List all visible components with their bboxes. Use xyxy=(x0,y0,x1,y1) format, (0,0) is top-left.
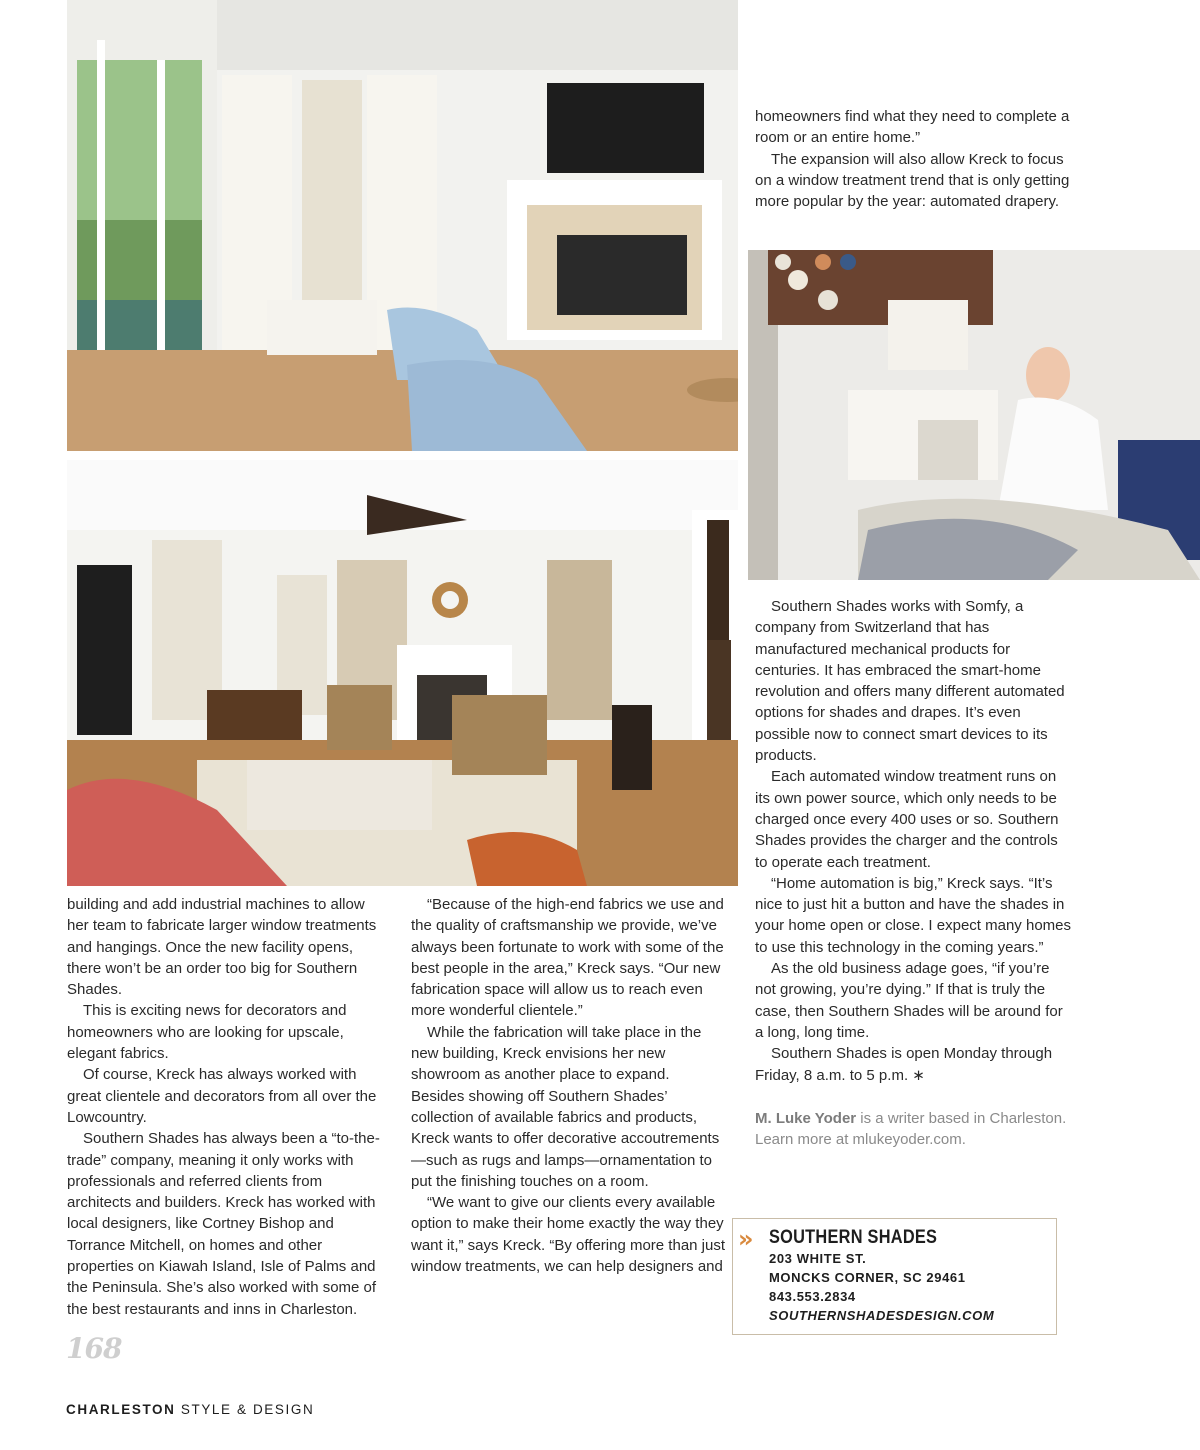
business-street: 203 WHITE ST. xyxy=(769,1251,867,1266)
paragraph: Southern Shades is open Monday through Friday, 8 a.m. to 5 p.m. ∗ xyxy=(755,1045,1053,1084)
business-city: MONCKS CORNER, SC 29461 xyxy=(769,1270,966,1285)
paragraph: This is exciting news for decorators and homeowners who are looking for upscale, elegant fabrics. xyxy=(67,1002,347,1063)
business-phone: 843.553.2834 xyxy=(769,1289,856,1304)
paragraph: Southern Shades works with Somfy, a company from Switzerland that has manufactured mechanical products for centuries. It has embraced the smart-home revolution and offers many different automated options for shades and drapes. It’s even possible now to connect smart devices to its products. xyxy=(755,598,1065,765)
paragraph: The expansion will also allow Kreck to focus on a window treatment trend that is only getting more popular by the year: automated drapery. xyxy=(755,150,1070,211)
page-number: 168 xyxy=(66,1332,122,1365)
photo-sitting-room xyxy=(67,460,738,886)
business-name: SOUTHERN SHADES xyxy=(769,1227,938,1248)
photo-sewing xyxy=(748,250,1200,580)
author-bio: is a writer based in Charleston. Learn more at mlukeyoder.com. xyxy=(755,1109,1067,1149)
right-column-top-text xyxy=(755,106,1075,212)
author-credit xyxy=(755,1108,1071,1151)
magazine-footer xyxy=(66,1402,314,1417)
paragraph: While the fabrication will take place in the new building, Kreck envisions her new showroom as another place to expand. Besides showing off Southern Shades’ collection of available fabrics and products, Kreck wants to offer decorative accoutrements—such as rugs and lamps—ornamentation to put the finishing touches on a room. xyxy=(411,1023,720,1190)
chevron-right-icon: » xyxy=(738,1225,748,1253)
brand-name-bold: CHARLESTON xyxy=(66,1402,176,1417)
paragraph: Of course, Kreck has always worked with great clientele and decorators from all over the Lowcountry. xyxy=(67,1066,377,1126)
paragraph: “Home automation is big,” Kreck says. “It’s nice to just hit a button and have the shades in your home open or close. I expect many homes to use this technology in the coming years.” xyxy=(755,874,1071,956)
left-column-text xyxy=(67,894,381,1320)
paragraph: homeowners find what they need to complete a room or an entire home.” xyxy=(755,108,1070,147)
middle-column-text xyxy=(411,894,725,1277)
paragraph: “We want to give our clients every available option to make their home exactly the way they want it,” says Kreck. “By offering more than just window treatments, we can help designers and xyxy=(411,1194,726,1276)
right-column-bottom-text xyxy=(755,596,1071,1150)
paragraph: Southern Shades has always been a “to-the-trade” company, meaning it only works with professionals and referred clients from architects and builders. Kreck has worked with local designers, like Cortney Bishop and Torrance Mitchell, on homes and other properties on Kiawah Island, Isle of Palms and the Peninsula. She’s also worked with some of the best restaurants and inns in Charleston. xyxy=(67,1130,380,1318)
paragraph: Each automated window treatment runs on its own power source, which only needs to be charged once every 400 uses or so. Southern Shades provides the charger and the controls to operate each treatment. xyxy=(755,768,1059,871)
author-name: M. Luke Yoder xyxy=(755,1109,857,1127)
business-website-link[interactable]: SOUTHERNSHADESDESIGN.COM xyxy=(769,1308,995,1323)
paragraph: “Because of the high-end fabrics we use and the quality of craftsmanship we provide, we’ve always been fortunate to work with some of the best people in the area,” Kreck says. “Our new fabrication space will allow us to reach even more wonderful clientele.” xyxy=(411,896,724,1020)
business-info-box xyxy=(732,1218,1057,1335)
paragraph: As the old business adage goes, “if you’re not growing, you’re dying.” If that is truly the case, then Southern Shades will be around for a long, long time. xyxy=(755,960,1063,1041)
photo-living-room xyxy=(67,0,738,451)
paragraph: building and add industrial machines to allow her team to fabricate larger window treatments and hangings. Once the new facility opens, there won’t be an order too big for Southern Shades. xyxy=(67,896,377,999)
brand-name-rest: STYLE & DESIGN xyxy=(175,1402,315,1417)
